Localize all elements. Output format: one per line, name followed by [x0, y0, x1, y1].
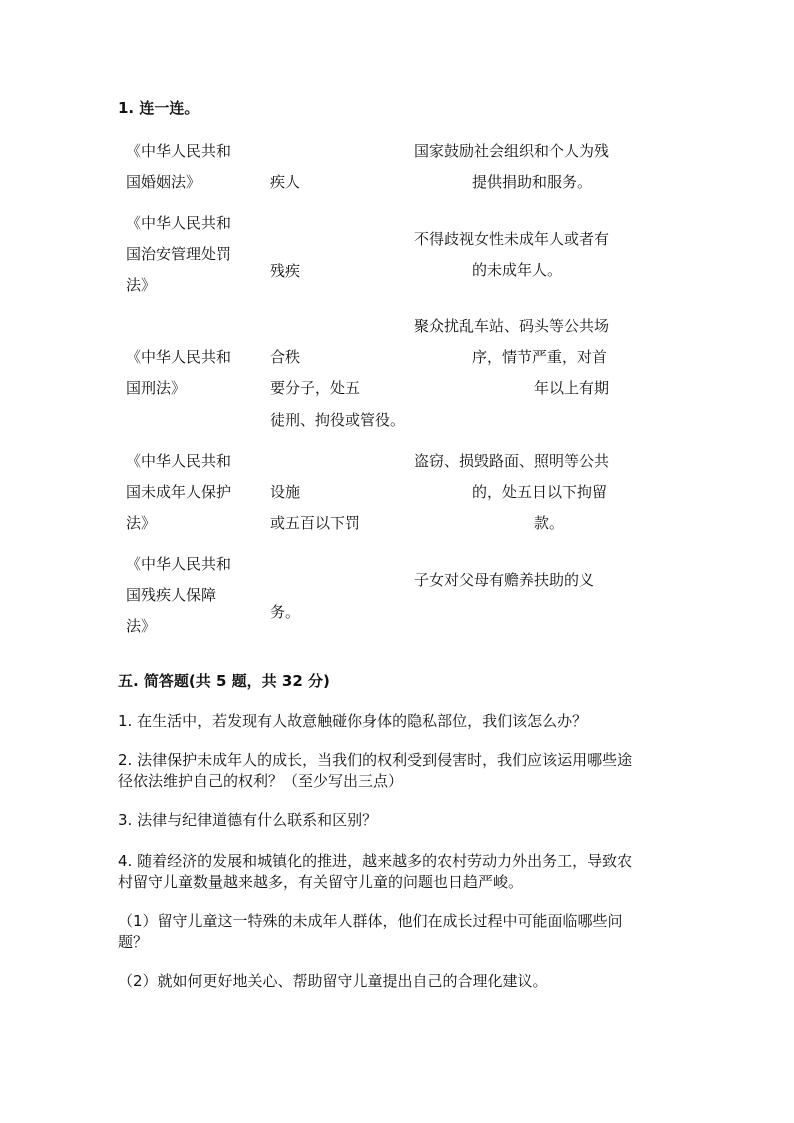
- right-item-1-line-1: 国家鼓励社会组织和个人为残: [414, 142, 610, 160]
- left-item-1-line-2: 国婚姻法》: [126, 173, 202, 191]
- question-3-line-1: 3. 法律与纪律道德有什么联系和区别？: [118, 811, 378, 829]
- middle-item-3-line-2: 要分子，处五: [270, 379, 361, 397]
- right-item-1-line-2: 提供捐助和服务。: [472, 173, 593, 191]
- right-item-4-line-3: 款。: [534, 514, 565, 532]
- question-2-line-2: 径依法维护自己的权利？（至少写出三点）: [118, 772, 404, 790]
- left-item-4-line-3: 法》: [126, 514, 157, 532]
- right-item-2-line-2: 的未成年人。: [472, 261, 563, 279]
- left-item-2-line-2: 国治安管理处罚: [126, 245, 232, 263]
- left-item-2-line-1: 《中华人民共和: [126, 214, 232, 232]
- right-item-3-line-3: 年以上有期: [534, 379, 610, 397]
- right-item-3-line-1: 聚众扰乱车站、码头等公共场: [414, 317, 610, 335]
- right-item-2-line-1: 不得歧视女性未成年人或者有: [414, 230, 610, 248]
- question-4-sub-1-line-2: 题？: [118, 933, 149, 951]
- right-item-5-line-1: 子女对父母有赡养扶助的义: [414, 571, 595, 589]
- section-5-title: 五. 简答题(共 5 题，共 32 分): [118, 672, 330, 690]
- left-item-2-line-3: 法》: [126, 276, 157, 294]
- left-item-4-line-2: 国未成年人保护: [126, 483, 232, 501]
- left-item-5-line-2: 国残疾人保障: [126, 586, 217, 604]
- middle-item-1-line-1: 疾人: [270, 173, 301, 191]
- right-item-3-line-2: 序，情节严重，对首: [472, 348, 608, 366]
- left-item-3-line-2: 国刑法》: [126, 379, 187, 397]
- left-item-5-line-3: 法》: [126, 617, 157, 635]
- question-4-line-1: 4. 随着经济的发展和城镇化的推进，越来越多的农村劳动力外出务工，导致农: [118, 852, 633, 870]
- middle-item-4-line-2: 或五百以下罚: [270, 514, 361, 532]
- left-item-3-line-1: 《中华人民共和: [126, 348, 232, 366]
- middle-item-3-line-3: 徒刑、拘役或管役。: [270, 411, 406, 429]
- left-item-1-line-1: 《中华人民共和: [126, 142, 232, 160]
- question-2-line-1: 2. 法律保护未成年人的成长，当我们的权利受到侵害时，我们应该运用哪些途: [118, 751, 633, 769]
- middle-item-5-line-1: 务。: [270, 603, 301, 621]
- question-4-sub-1-line-1: （1）留守儿童这一特殊的未成年人群体，他们在成长过程中可能面临哪些问: [118, 912, 623, 930]
- middle-item-2-line-1: 残疾: [270, 262, 301, 280]
- question-4-sub-2-line-1: （2）就如何更好地关心、帮助留守儿童提出自己的合理化建议。: [118, 972, 548, 990]
- question-4-line-2: 村留守儿童数量越来越多，有关留守儿童的问题也日趋严峻。: [118, 873, 524, 891]
- question-1-line-1: 1. 在生活中，若发现有人故意触碰你身体的隐私部位，我们该怎么办？: [118, 712, 588, 730]
- left-item-4-line-1: 《中华人民共和: [126, 452, 232, 470]
- middle-item-3-line-1: 合秩: [270, 348, 301, 366]
- right-item-4-line-1: 盗窃、损毁路面、照明等公共: [414, 452, 610, 470]
- left-item-5-line-1: 《中华人民共和: [126, 555, 232, 573]
- matching-heading: 1. 连一连。: [118, 99, 200, 117]
- right-item-4-line-2: 的，处五日以下拘留: [472, 483, 608, 501]
- middle-item-4-line-1: 设施: [270, 483, 301, 501]
